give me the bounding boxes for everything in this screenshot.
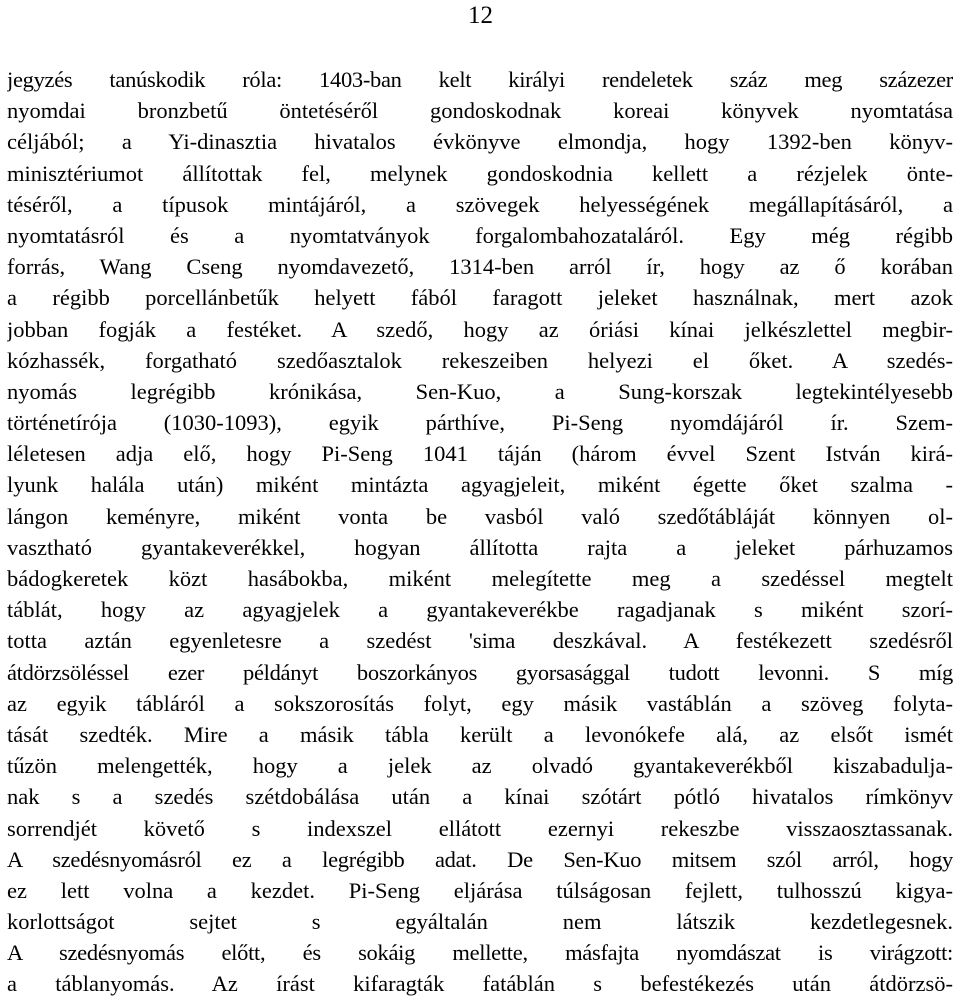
text-line: a régibb porcellánbetűk helyett fából faragott jeleket használnak, mert azok (7, 285, 953, 311)
text-line: tűzön melengették, hogy a jelek az olvadó gyantakeverékből kiszabadulja- (7, 753, 953, 779)
text-line: totta aztán egyenletesre a szedést 'sima deszkával. A festékezett szedésről (7, 628, 953, 654)
text-line: jegyzés tanúskodik róla: 1403-ban kelt királyi rendeletek száz meg százezer (7, 67, 953, 92)
text-line: jobban fogják a festéket. A szedő, hogy az óriási kínai jelkészlettel megbir- (7, 316, 953, 342)
text-line: történetírója (1030-1093), egyik párthíve, Pi-Seng nyomdájáról ír. Szem- (7, 410, 953, 436)
page-number: 12 (468, 2, 493, 29)
text-line: korlottságot sejtet s egyáltalán nem látszik kezdetlegesnek. (7, 909, 953, 935)
text-line: lyunk halála után) miként mintázta agyagjeleit, miként égette őket szalma - (7, 472, 953, 498)
body-text (7, 64, 953, 1000)
text-line: lángon keményre, miként vonta be vasból való szedőtábláját könnyen ol- (7, 503, 953, 529)
text-line: ez lett volna a kezdet. Pi-Seng eljárása túlságosan fejlett, tulhosszú kigya- (7, 877, 953, 903)
text-line: nyomtatásról és a nyomtatványok forgalombahozataláról. Egy még régibb (7, 222, 953, 248)
text-line: nyomás legrégibb krónikása, Sen-Kuo, a Sung-korszak legtekintélyesebb (7, 378, 953, 404)
text-line: téséről, a típusok mintájáról, a szövegek helyességének megállapításáról, a (7, 191, 953, 217)
text-line: vasztható gyantakeverékkel, hogyan állította rajta a jeleket párhuzamos (7, 534, 953, 560)
text-line: léletesen adja elő, hogy Pi-Seng 1041 táján (három évvel Szent István kirá- (7, 441, 953, 467)
text-line: nak s a szedés szétdobálása után a kínai szótárt pótló hivatalos rímkönyv (7, 784, 953, 810)
text-line: táblát, hogy az agyagjelek a gyantakeverékbe ragadjanak s miként szorí- (7, 597, 953, 623)
text-line: kózhassék, forgatható szedőasztalok rekeszeiben helyezi el őket. A szedés- (7, 347, 953, 373)
text-line: céljából; a Yi-dinasztia hivatalos évkönyve elmondja, hogy 1392-ben könyv- (7, 129, 953, 155)
text-line: átdörzsöléssel ezer példányt boszorkányos gyorsasággal tudott levonni. S míg (7, 659, 953, 685)
text-line: tását szedték. Mire a másik tábla került a levonókefe alá, az elsőt ismét (7, 721, 953, 747)
text-line: bádogkeretek közt hasábokba, miként melegítette meg a szedéssel megtelt (7, 566, 953, 591)
text-line: az egyik tábláról a sokszorosítás folyt, egy másik vastáblán a szöveg folyta- (7, 690, 953, 716)
text-line: sorrendjét követő s indexszel ellátott ezernyi rekeszbe visszaosztassanak. (7, 815, 953, 841)
text-line: minisztériumot állítottak fel, melynek gondoskodnia kellett a rézjelek önte- (7, 160, 953, 186)
text-line: nyomdai bronzbetű öntetéséről gondoskodnak koreai könyvek nyomtatása (7, 98, 953, 124)
text-line: A szedésnyomás előtt, és sokáig mellette, másfajta nyomdászat is virágzott: (7, 940, 953, 966)
text-line: forrás, Wang Cseng nyomdavezető, 1314-ben arról ír, hogy az ő korában (7, 254, 953, 280)
text-line: A szedésnyomásról ez a legrégibb adat. De Sen-Kuo mitsem szól arról, hogy (7, 846, 953, 872)
text-line: a táblanyomás. Az írást kifaragták fatáblán s befestékezés után átdörzsö- (7, 971, 953, 997)
